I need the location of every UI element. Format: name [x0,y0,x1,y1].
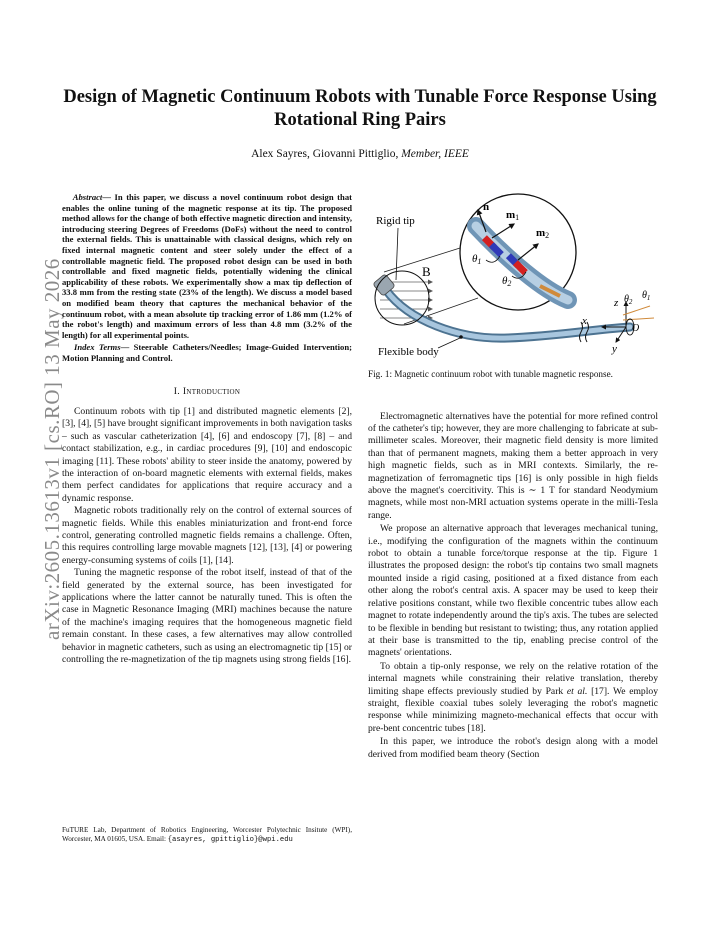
label-frame-theta2-letter: θ [624,294,629,305]
paragraph: We propose an alternative approach that leverages mechanical tuning, i.e., modifying the configuration of the magnets within the continuum robot to obtain a tunable force/torque response at the tip. Figure 1 illustrates the proposed design: the robot's tip contains two small magnets mounted inside a rigid casing, positioned at a fixed distance from each other along the robot's central axis. A spacer may be used to keep their relative positions constant, while two flexible concentric tubes allow each magnet to rotate independently around the tip's axis. The tubes are selected to be flexible in bending but resistant to twisting; thus, any rotation applied at their base is transmitted to the tip, enabling precise control of the magnets' orientations. [368,523,658,659]
robot-illustration [368,190,658,365]
theta1-ref [623,318,654,320]
paragraph: Tuning the magnetic response of the robot itself, instead of that of the field generated by the external source, has been investigated for applications where the latter cannot be naturally tuned. This is often the case in Magnetic Resonance Imaging (MRI) machines because the nature of the machine's imaging requires that the homogeneous magnetic field remain constant. In these cases, a few alternatives may allow controlled behavior in magnetic catheters, such as using an electromagnetic tip [15] or controlling the re-magnetization of the tip magnets using strong fields [16]. [62,567,352,666]
flexible-body-leader [438,338,460,348]
paragraph-part: To obtain a tip-only response, we rely on the relative rotation of the internal magnets while constraining their relative translation, thereby limiting shape effects previously studied by Park [368,660,658,697]
label-frame-theta2 [624,294,633,306]
label-m2-sub: 2 [545,231,550,240]
affiliation-footnote [62,826,352,844]
label-frame-theta1 [642,290,650,302]
label-m1-letter: m [506,209,516,221]
figure-1 [368,190,658,365]
theta2-ref [623,306,650,315]
label-n: n [483,201,490,213]
index-terms-text: — Steerable Catheters/Needles; Image-Guided Intervention; Motion Planning and Control. [62,342,352,363]
tip-highlight-circle [375,271,429,325]
footnote-email: {asayres, gpittiglio}@wpi.edu [167,835,293,844]
right-body-text [368,411,658,761]
section-name: Introduction [182,385,241,397]
index-terms [62,342,352,363]
label-theta1-sub: 1 [477,257,482,266]
label-y: y [612,343,617,355]
arxiv-stamp [22,160,64,640]
paragraph [368,661,658,735]
paragraph: Magnetic robots traditionally rely on the control of external sources of magnetic fields. While this enables miniaturization and front-end force control, generating controlled magnetic fields remains a challenge. Often, this requires controlling large movable magnets [12], [13], [4] or powering energy-consuming systems of coils [1], [14]. [62,505,352,566]
label-origin: O [632,323,640,334]
abstract [62,192,352,340]
coordinate-frame [581,290,654,355]
paragraph: In this paper, we introduce the robot's design along with a model derived from modified beam theory (Section [368,736,658,760]
label-frame-theta1-sub: 1 [646,294,651,302]
figure-caption: Fig. 1: Magnetic continuum robot with tunable magnetic response. [368,369,613,379]
arxiv-stamp-text: arXiv:2605.13613v1 [cs.RO] 13 May 2026 [40,258,64,640]
label-frame-theta2-sub: 2 [628,298,633,306]
label-z: z [614,297,619,309]
section-heading-introduction [62,386,352,398]
author-names: Alex Sayres, Giovanni Pittiglio, [251,148,402,160]
rigid-tip-leader [396,228,398,280]
label-theta2-sub: 2 [507,279,512,288]
label-flexible-body: Flexible body [378,346,439,358]
index-terms-lead: Index Terms [74,342,121,353]
paper-title: Design of Magnetic Continuum Robots with Tunable Force Response Using Rotational Ring Pairs [63,87,657,130]
label-x: x [582,315,587,327]
label-m2-letter: m [536,227,546,239]
left-column [62,192,352,666]
author-line [60,148,660,160]
label-theta1-letter: θ [472,253,478,265]
paragraph-part: [17]. We employ straight, flexible coaxial tubes solely leveraging the robot's magnetic response while minimizing magneto-mechanical effects that occur with pre-bent concentric tubes [18]. [368,685,658,734]
label-frame-theta1-letter: θ [642,290,647,301]
abstract-lead: Abstract [72,192,103,202]
label-m1-sub: 1 [515,213,520,222]
footnote-text: FuTURE Lab, Department of Robotics Engineering, Worcester Polytechnic Insitute (WPI), Worcester, MA 01605, USA. Email: [62,826,352,843]
flexible-body-dot [459,335,463,339]
paragraph: Continuum robots with tip [1] and distributed magnetic elements [2], [3], [4], [5] have brought significant improvements in both navigation tasks – such as vascular catheterization [4], [6] and endoscopy [7], [8] – and contact stabilization, e.g., in cardiac procedures [9], [10] and endoscopic imaging [11]. These robots' ability to steer inside the anatomy, powered by the interaction of on-board magnetic elements with external fields, makes them perfect candidates for applications that require accuracy and a dynamic response. [62,405,352,504]
label-theta2-letter: θ [502,275,508,287]
paragraph: Electromagnetic alternatives have the potential for more refined control of the catheter's tip; however, they are more challenging to fabricate at sub-millimeter scales. Moreover, their magnetic field density is more limited than that of permanent magnets, making them a better approach in very high magnetic fields, such as in MRI contexts. Similarly, the re-magnetization of ferromagnetic tips [16] is only possible in high fields above the magnet's coercitivity. This is ∼ 1 T for standard Neodymium magnets, while most non-MRI actuation systems operate in the milli-Tesla range. [368,410,658,521]
section-numeral: I. [173,385,183,397]
et-al: et al. [566,685,588,697]
label-rigid-tip: Rigid tip [376,215,415,227]
right-column [368,190,658,761]
abstract-text: — In this paper, we discuss a novel continuum robot design that enables the online tuning of the magnetic response at its tip. The proposed method allows for the change of both effective magnetic direction and intensity, introducing steering Degrees of Freedoms (DoFs) without the need to control the external fields. This is unattainable with classical designs, which rely on fixed internal magnetic content and steer solely under the effect of a controllable magnetic field. The proposed robot design can be used in both controllable and fixed magnetic fields, potentially widening the clinical applicability of these robots. We experimentally show a max tip deflection of 33.8 mm from the resting state (23% of the length). We discuss a model based on modified beam theory that captures the mechanical behavior of the continuum robot, with a mean absolute tip tracking error of 1.86 mm (1.2% of the robot's length) and maximum errors of less than 4.8 mm (3.2% of the length) for all experimental points. [62,192,352,340]
label-field-b: B [422,264,431,279]
author-role: Member, IEEE [401,148,469,160]
